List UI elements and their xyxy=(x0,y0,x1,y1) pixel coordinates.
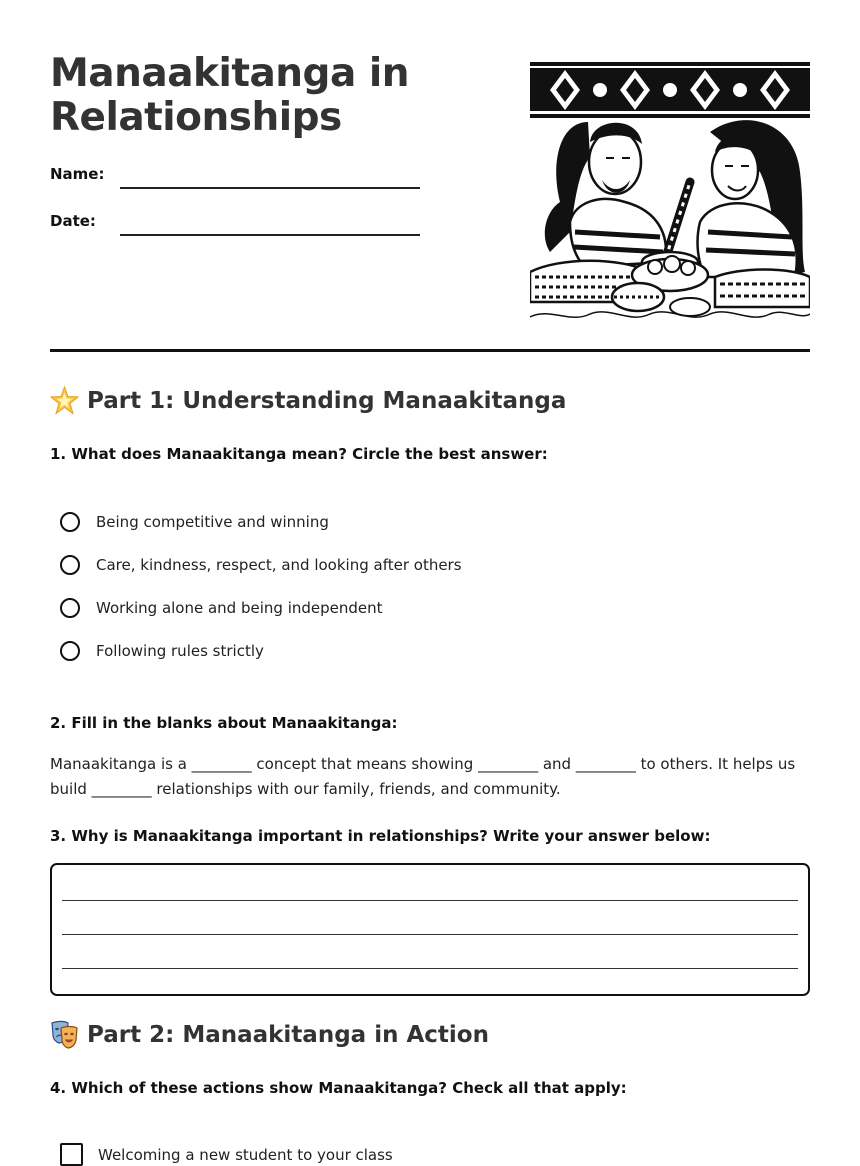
option-label: Working alone and being independent xyxy=(96,599,383,617)
answer-line[interactable] xyxy=(62,934,798,935)
radio-circle[interactable] xyxy=(60,641,80,661)
part1-heading xyxy=(50,386,566,415)
fill-in-blanks-text[interactable]: Manaakitanga is a ________ concept that means showing ________ and ________ to others. It helps us build ________ relationships with our family, friends, and community. xyxy=(50,755,796,798)
part2-title: Part 2: Manaakitanga in Action xyxy=(87,1021,489,1048)
theater-masks-icon xyxy=(50,1020,79,1049)
radio-circle[interactable] xyxy=(60,512,80,532)
option-label: Care, kindness, respect, and looking after others xyxy=(96,556,462,574)
date-field[interactable] xyxy=(120,234,420,236)
title-line-2: Relationships xyxy=(50,95,342,140)
star-icon xyxy=(50,386,79,415)
part2-heading xyxy=(50,1020,489,1049)
question-2: 2. Fill in the blanks about Manaakitanga: xyxy=(50,714,398,732)
option-label: Welcoming a new student to your class xyxy=(98,1145,393,1164)
q1-option-3[interactable] xyxy=(60,598,383,618)
q1-option-1[interactable] xyxy=(60,512,329,532)
option-label: Being competitive and winning xyxy=(96,513,329,531)
radio-circle[interactable] xyxy=(60,598,80,618)
question-1: 1. What does Manaakitanga mean? Circle the best answer: xyxy=(50,445,548,463)
figure-right xyxy=(698,120,810,307)
name-field[interactable] xyxy=(120,187,420,189)
q1-option-2[interactable] xyxy=(60,555,462,575)
illustration-image xyxy=(530,62,810,328)
part1-title: Part 1: Understanding Manaakitanga xyxy=(87,387,567,414)
question-3: 3. Why is Manaakitanga important in relationships? Write your answer below: xyxy=(50,827,711,845)
name-label: Name: xyxy=(50,165,105,183)
answer-line[interactable] xyxy=(62,900,798,901)
radio-circle[interactable] xyxy=(60,555,80,575)
answer-line[interactable] xyxy=(62,968,798,969)
answer-box[interactable] xyxy=(50,863,810,996)
date-label: Date: xyxy=(50,212,96,230)
q1-option-4[interactable] xyxy=(60,641,264,661)
checkbox[interactable] xyxy=(60,1143,83,1166)
title-line-1: Manaakitanga in xyxy=(50,51,410,96)
q4-option-1[interactable] xyxy=(60,1143,393,1166)
page-title xyxy=(50,52,409,140)
question-4: 4. Which of these actions show Manaakitanga? Check all that apply: xyxy=(50,1079,627,1097)
header-divider xyxy=(50,349,810,352)
option-label: Following rules strictly xyxy=(96,642,264,660)
